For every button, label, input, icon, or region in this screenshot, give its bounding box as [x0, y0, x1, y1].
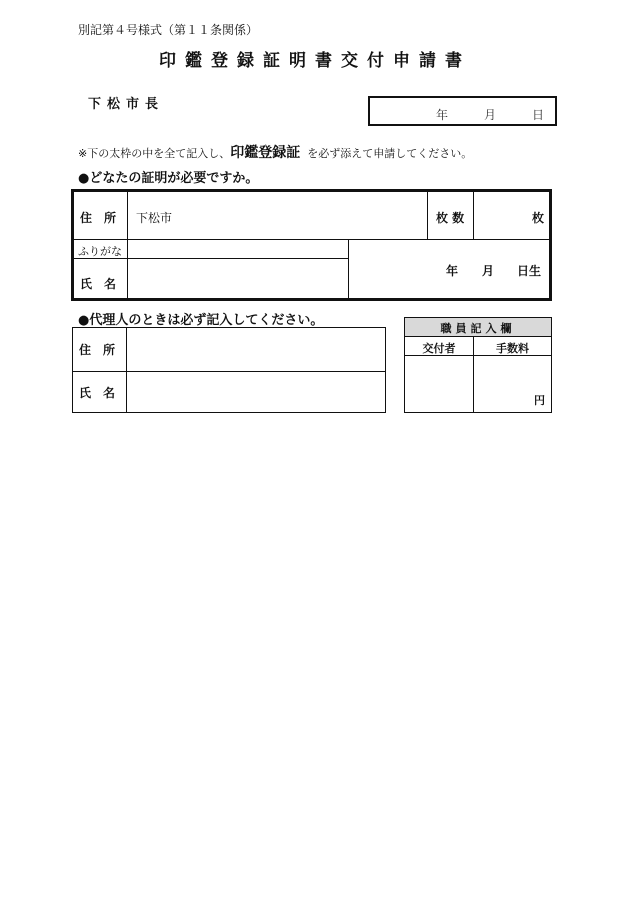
birth-year-label: 年: [446, 264, 459, 278]
instruction-text: [78, 142, 472, 162]
birth-day-label: 日生: [517, 264, 542, 278]
document-title: 印鑑登録証明書交付申請書: [159, 51, 471, 71]
staff-header-divider: [405, 336, 551, 337]
addressee: 下松市長: [88, 97, 165, 112]
date-day-label: 日: [532, 108, 545, 122]
section2-heading: ●代理人のときは必ず記入してください。: [78, 313, 324, 328]
name-field[interactable]: [128, 259, 348, 298]
section1-heading: ●どなたの証明が必要ですか。: [78, 171, 259, 186]
applicant-table: [71, 189, 552, 301]
address-label: 住 所: [80, 211, 117, 225]
proxy-address-label: 住 所: [79, 343, 116, 357]
proxy-address-field[interactable]: [127, 328, 385, 371]
furigana-field[interactable]: [128, 240, 348, 258]
staff-use-table: [404, 317, 552, 413]
proxy-table: [72, 327, 386, 413]
fee-label: 手数料: [496, 342, 529, 355]
application-date-field[interactable]: [368, 96, 557, 126]
date-month-label: 月: [484, 108, 497, 122]
date-year-label: 年: [436, 108, 449, 122]
copies-divider-left: [427, 192, 428, 239]
copies-unit: 枚: [532, 211, 545, 225]
address-field[interactable]: 下松市: [136, 211, 173, 225]
instruction-part1: ※下の太枠の中を全て記入し、: [78, 147, 231, 160]
copies-label: 枚 数: [436, 211, 465, 225]
form-number: 別記第４号様式（第１１条関係）: [78, 23, 259, 37]
birth-month-label: 月: [482, 264, 495, 278]
copies-divider-right: [473, 192, 474, 239]
instruction-emphasis: 印鑑登録証: [230, 145, 301, 161]
issuer-label: 交付者: [422, 342, 456, 355]
furigana-label: ふりがな: [78, 245, 122, 258]
instruction-part2: を必ず添えて申請してください。: [307, 147, 473, 160]
yen-label: 円: [534, 394, 545, 407]
proxy-name-field[interactable]: [127, 372, 385, 412]
staff-header-label: 職員記入欄: [440, 322, 516, 335]
proxy-name-label: 氏 名: [79, 386, 116, 400]
name-label: 氏 名: [80, 277, 117, 291]
birthdate-divider: [348, 239, 349, 298]
